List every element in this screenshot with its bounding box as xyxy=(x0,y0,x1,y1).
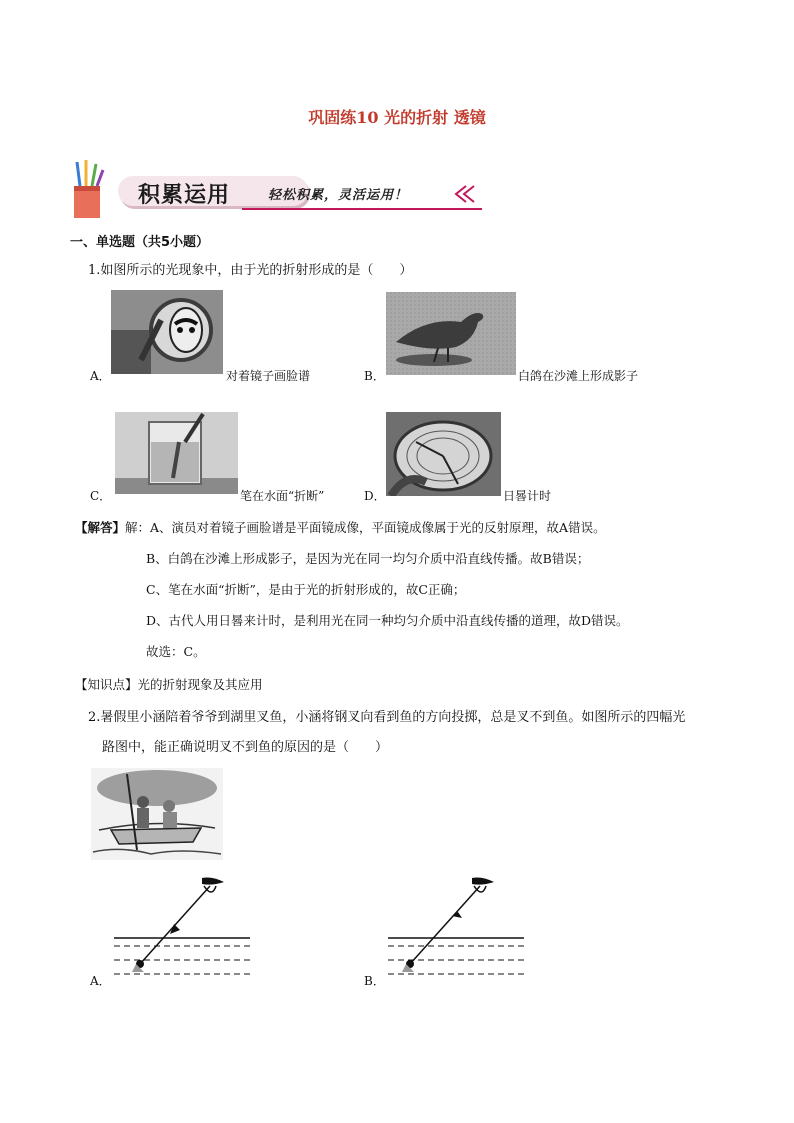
q2-stem-line-2: 路图中，能正确说明叉不到鱼的原因的是（ ） xyxy=(102,740,389,755)
banner-slogan: 轻松积累，灵活运用！ xyxy=(268,188,409,203)
q2-option-b-letter: B． xyxy=(364,974,385,988)
q1-answer-line-4: D、古代人用日晷来计时，是利用光在同一种均匀介质中沿直线传播的道理，故D错误。 xyxy=(146,613,629,628)
q1-answer-line-1 xyxy=(75,518,606,538)
page-title: 巩固练10 光的折射 透镜 xyxy=(308,108,486,127)
answer-text-1: 解：A、演员对着镜子画脸谱是平面镜成像，平面镜成像属于光的反射原理，故A错误。 xyxy=(125,520,606,535)
q1-option-c-text: 笔在水面“折断” xyxy=(240,489,325,503)
q1-option-d-letter: D． xyxy=(364,489,386,503)
pencil-in-water-image xyxy=(115,412,238,494)
q1-option-a-text: 对着镜子画脸谱 xyxy=(226,369,311,383)
ray-diagram-a xyxy=(112,872,252,980)
banner-heading: 积累运用 xyxy=(138,183,231,208)
q1-option-b-text: 白鸽在沙滩上形成影子 xyxy=(518,369,639,383)
banner-underline xyxy=(242,208,482,210)
sundial-image xyxy=(386,412,501,496)
q1-answer-line-5: 故选：C。 xyxy=(146,644,206,659)
pigeon-shadow-image xyxy=(386,292,516,375)
pencil-cup-icon xyxy=(70,158,110,220)
fishing-boat-illustration xyxy=(91,768,223,860)
answer-tag: 【解答】 xyxy=(75,520,126,535)
double-arrow-left-icon xyxy=(452,184,482,204)
section-heading: 一、单选题（共5小题） xyxy=(70,235,210,250)
q2-stem-line-1: 2.暑假里小涵陪着爷爷到湖里叉鱼，小涵将钢叉向看到鱼的方向投掷，总是叉不到鱼。如图所示的四幅光 xyxy=(88,710,686,725)
q1-option-c-letter: C． xyxy=(90,489,112,503)
q1-option-b-letter: B． xyxy=(364,369,385,383)
q1-option-d-text: 日晷计时 xyxy=(503,489,552,503)
q2-option-a-letter: A． xyxy=(90,974,111,988)
section-banner xyxy=(70,158,490,220)
q1-knowledge-line xyxy=(75,675,263,695)
q1-answer-line-2: B、白鸽在沙滩上形成影子，是因为光在同一均匀介质中沿直线传播。故B错误； xyxy=(146,551,590,566)
q1-stem: 1.如图所示的光现象中，由于光的折射形成的是（ ） xyxy=(88,263,413,278)
ray-diagram-b xyxy=(386,872,526,980)
q1-answer-line-3: C、笔在水面“折断”，是由于光的折射形成的，故C正确； xyxy=(146,582,466,597)
q1-option-a-letter: A． xyxy=(90,369,111,383)
knowledge-text: 光的折射现象及其应用 xyxy=(137,677,263,692)
face-painting-mirror-image xyxy=(111,290,223,374)
knowledge-tag: 【知识点】 xyxy=(75,677,138,692)
